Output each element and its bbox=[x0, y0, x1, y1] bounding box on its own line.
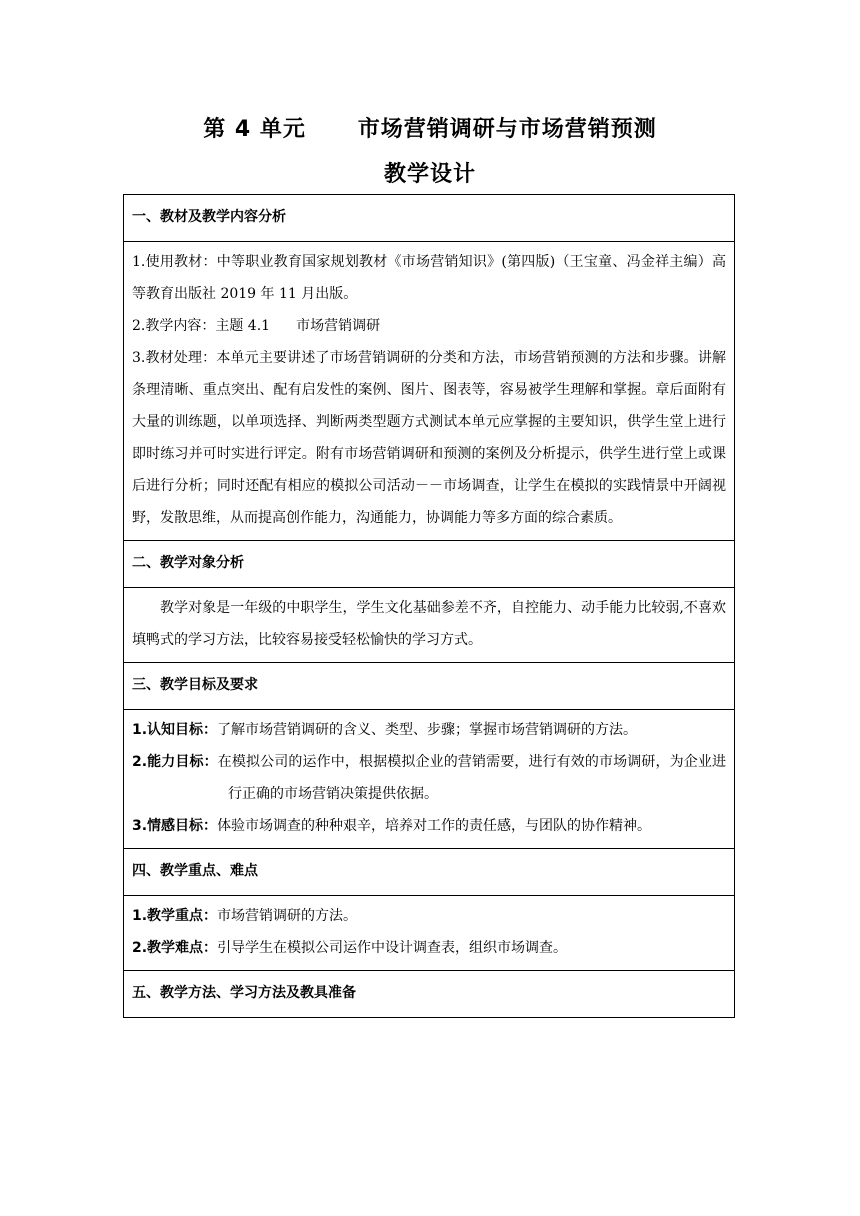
content-topic: 市场营销调研 bbox=[296, 318, 381, 334]
paragraph bbox=[132, 310, 726, 342]
item-text: 在模拟公司的运作中，根据模拟企业的营销需要，进行有效的市场调研，为企业进行正确的市场营销决策提供依据。 bbox=[217, 754, 727, 802]
section-row bbox=[124, 710, 735, 849]
item-text: 了解市场营销调研的含义、类型、步骤；掌握市场营销调研的方法。 bbox=[217, 722, 638, 738]
section-heading: 一、教材及教学内容分析 bbox=[124, 195, 735, 242]
section-body bbox=[124, 710, 735, 849]
list-item bbox=[132, 810, 726, 842]
item-text: 引导学生在模拟公司运作中设计调查表，组织市场调查。 bbox=[217, 940, 568, 956]
section-body bbox=[124, 588, 735, 663]
section-row bbox=[124, 588, 735, 663]
unit-subject: 市场营销调研与市场营销预测 bbox=[357, 117, 657, 142]
section-body bbox=[124, 896, 735, 971]
item-label: 2.教学难点： bbox=[132, 940, 218, 956]
list-item bbox=[132, 932, 726, 964]
unit-number: 第 4 单元 bbox=[203, 117, 306, 142]
paragraph: 3.教材处理：本单元主要讲述了市场营销调研的分类和方法，市场营销预测的方法和步骤。讲解条理清晰、重点突出、配有启发性的案例、图片、图表等，容易被学生理解和掌握。章后面附有大量的训练题，以单项选择、判断两类型题方式测试本单元应掌握的主要知识，供学生堂上进行即时练习并可时实进行评定。附有市场营销调研和预测的案例及分析提示，供学生进行堂上或课后进行分析；同时还配有相应的模拟公司活动－－市场调查，让学生在模拟的实践情景中开阔视野，发散思维，从而提高创作能力，沟通能力，协调能力等多方面的综合素质。 bbox=[132, 350, 726, 526]
section-heading: 四、教学重点、难点 bbox=[124, 849, 735, 896]
item-label: 3.情感目标： bbox=[132, 818, 218, 834]
section-row bbox=[124, 541, 735, 588]
document-title bbox=[0, 112, 860, 143]
section-heading: 二、教学对象分析 bbox=[124, 541, 735, 588]
list-item bbox=[132, 746, 726, 810]
section-row bbox=[124, 242, 735, 541]
item-text: 体验市场调查的种种艰辛，培养对工作的责任感，与团队的协作精神。 bbox=[217, 818, 652, 834]
list-item bbox=[132, 714, 726, 746]
paragraph: 1.使用教材：中等职业教育国家规划教材《市场营销知识》(第四版)（王宝童、冯金祥主编）高等教育出版社 2019 年 11 月出版。 bbox=[132, 254, 726, 302]
document-subtitle: 教学设计 bbox=[383, 162, 476, 187]
item-text: 市场营销调研的方法。 bbox=[217, 908, 358, 924]
section-row bbox=[124, 971, 735, 1018]
section-row bbox=[124, 896, 735, 971]
lesson-plan-table bbox=[123, 194, 735, 1018]
section-row bbox=[124, 849, 735, 896]
paragraph: 教学对象是一年级的中职学生，学生文化基础参差不齐，自控能力、动手能力比较弱,不喜欢填鸭式的学习方法，比较容易接受轻松愉快的学习方式。 bbox=[132, 600, 726, 648]
section-row bbox=[124, 195, 735, 242]
item-label: 2.能力目标： bbox=[132, 754, 218, 770]
content-label: 2.教学内容：主题 4.1 bbox=[132, 318, 271, 334]
section-heading: 三、教学目标及要求 bbox=[124, 663, 735, 710]
item-label: 1.认知目标： bbox=[132, 722, 218, 738]
item-label: 1.教学重点： bbox=[132, 908, 218, 924]
section-heading: 五、教学方法、学习方法及教具准备 bbox=[124, 971, 735, 1018]
section-row bbox=[124, 663, 735, 710]
section-body bbox=[124, 242, 735, 541]
list-item bbox=[132, 900, 726, 932]
